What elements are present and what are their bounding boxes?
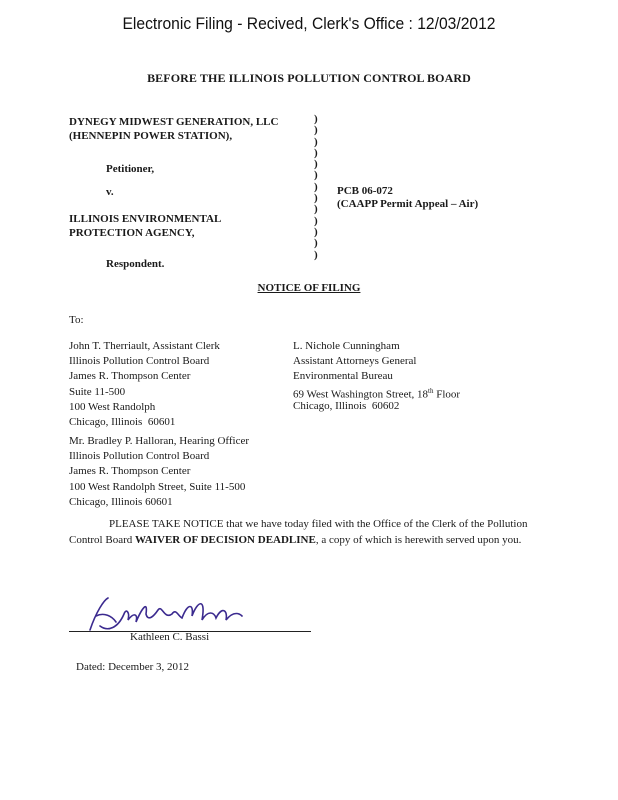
dated-line: Dated: December 3, 2012	[76, 661, 190, 673]
versus: v.	[106, 186, 114, 198]
street-text: 69 West Washington Street, 18	[293, 388, 429, 401]
respondent-agency: PROTECTION AGENCY,	[69, 227, 195, 239]
case-type: (CAAPP Permit Appeal – Air)	[337, 198, 479, 210]
to-label: To:	[69, 314, 84, 326]
respondent-label: Respondent.	[106, 258, 165, 270]
respondent-name: ILLINOIS ENVIRONMENTAL	[69, 213, 222, 225]
court-heading: BEFORE THE ILLINOIS POLLUTION CONTROL BOARD	[147, 71, 471, 85]
signature-name: Kathleen C. Bassi	[130, 631, 210, 643]
notice-title: NOTICE OF FILING	[257, 282, 361, 294]
petitioner-name: DYNEGY MIDWEST GENERATION, LLC	[69, 116, 279, 128]
notice-body-pre: PLEASE TAKE NOTICE that we have today filed with the Office of the Clerk of the Pollution Control Board	[69, 518, 528, 546]
filing-stamp: Electronic Filing - Recived, Clerk's Office : 12/03/2012	[122, 14, 496, 33]
petitioner-label: Petitioner,	[106, 163, 155, 175]
recipient-hearing-officer: Mr. Bradley P. Halloran, Hearing Officer Illinois Pollution Control Board James R. Thompson Center 100 West Randolph Street, Suite 11-500 Chicago, Illinois 60601	[69, 435, 250, 508]
notice-body-document: WAIVER OF DECISION DEADLINE	[135, 533, 316, 546]
recipient-attorney: L. Nichole Cunningham Assistant Attorneys General Environmental Bureau	[293, 340, 417, 383]
notice-body-post: , a copy of which is herewith served upon you.	[315, 533, 522, 546]
recipient-clerk: John T. Therriault, Assistant Clerk Illinois Pollution Control Board James R. Thompson Center Suite 11-500 100 West Randolph Chicago, Illinois 60601	[69, 340, 220, 429]
petitioner-station: (HENNEPIN POWER STATION),	[69, 130, 233, 142]
street-ordinal: th	[428, 387, 434, 395]
recipient-attorney-city: Chicago, Illinois 60602	[293, 400, 400, 412]
case-number: PCB 06-072	[337, 185, 393, 197]
caption-parentheses: ) ) ) ) ) ) ) ) ) ) ) ) )	[314, 113, 318, 261]
street-floor: Floor	[433, 388, 461, 401]
notice-body	[69, 517, 549, 548]
